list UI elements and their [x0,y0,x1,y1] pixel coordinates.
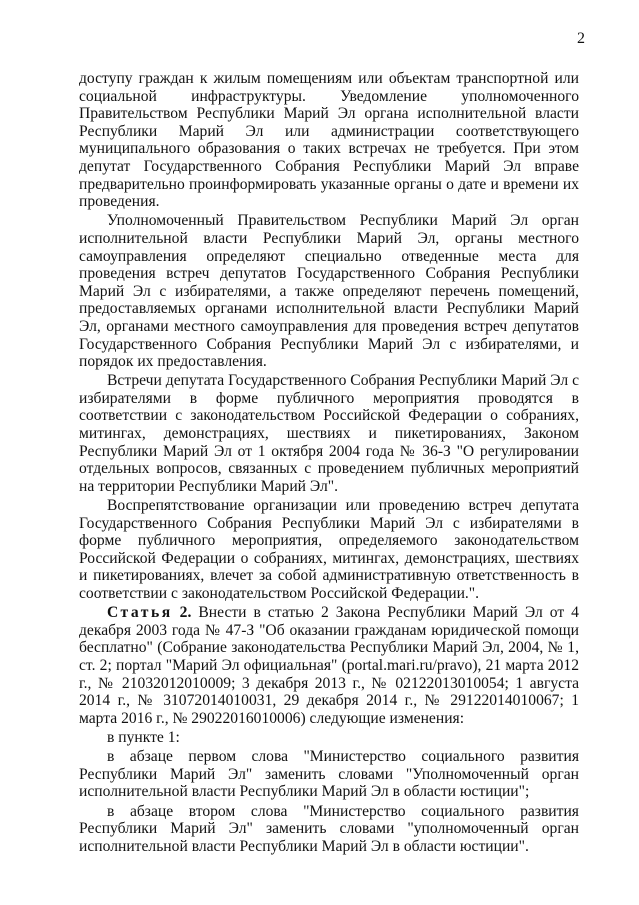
paragraph-second-clause: в абзаце втором слова "Министерство социального развития Республики Марий Эл" заменить словами "уполномоченный орган исполнительной власти Республики Марий Эл в области юстиции". [79,802,579,855]
page-number: 2 [577,30,585,47]
paragraph-article-2 [79,604,579,727]
article-2-number: 2. [179,604,192,622]
document-body [79,70,579,857]
article-2-label: Статья [107,604,173,622]
paragraph-obstruction-liability: Воспрепятствование организации или проведению встреч депутата Государственного Собрания Республики Марий Эл с избирателями в форме публичного мероприятия, определяемого законодательством Российской Федерации о собраниях, митингах, демонстрациях, шествиях и пикетированиях, влечет за собой административную ответственность в соответствии с законодательством Российской Федерации.". [79,497,579,602]
paragraph-access: доступу граждан к жилым помещениям или объектам транспортной или социальной инфраструктуры. Уведомление уполномоченного Правительством Республики Марий Эл органа исполнительной власти Республики Марий Эл или администрации соответствующего муниципального образования о таких встречах не требуется. При этом депутат Государственного Собрания Республики Марий Эл вправе предварительно проинформировать указанные органы о дате и времени их проведения. [79,70,579,211]
paragraph-first-clause: в абзаце первом слова "Министерство социального развития Республики Марий Эл" заменить словами "Уполномоченный орган исполнительной власти Республики Марий Эл в области юстиции"; [79,748,579,801]
article-2-text: Внести в статью 2 Закона Республики Марий Эл от 4 декабря 2003 года № 47-З "Об оказании гражданам юридической помощи бесплатно" (Собрание законодательства Республики Марий Эл, 2004, № 1, ст. 2; портал "Марий Эл официальная" (portal.mari.ru/pravo), 21 марта 2012 г., № 21032012010009; 3 декабря 2013 г., № 02122013010054; 1 августа 2014 г., № 31072014010031, 29 декабря 2014 г., № 29122014010067; 1 марта 2016 г., № 29022016010006) следующие изменения: [79,604,579,727]
paragraph-meeting-places: Уполномоченный Правительством Республики Марий Эл орган исполнительной власти Республики Марий Эл, органы местного самоуправления определяют специально отведенные места для проведения встреч депутатов Государственного Собрания Республики Марий Эл с избирателями, а также определяют перечень помещений, предоставляемых органами исполнительной власти Республики Марий Эл, органами местного самоуправления для проведения встреч депутатов Государственного Собрания Республики Марий Эл с избирателями, и порядок их предоставления. [79,212,579,371]
paragraph-public-events: Встречи депутата Государственного Собрания Республики Марий Эл с избирателями в форме публичного мероприятия проводятся в соответствии с законодательством Российской Федерации о собраниях, митингах, демонстрациях, шествиях и пикетированиях, Законом Республики Марий Эл от 1 октября 2004 года № 36-З "О регулировании отдельных вопросов, связанных с проведением публичных мероприятий на территории Республики Марий Эл". [79,372,579,495]
paragraph-point-1: в пункте 1: [107,728,180,746]
